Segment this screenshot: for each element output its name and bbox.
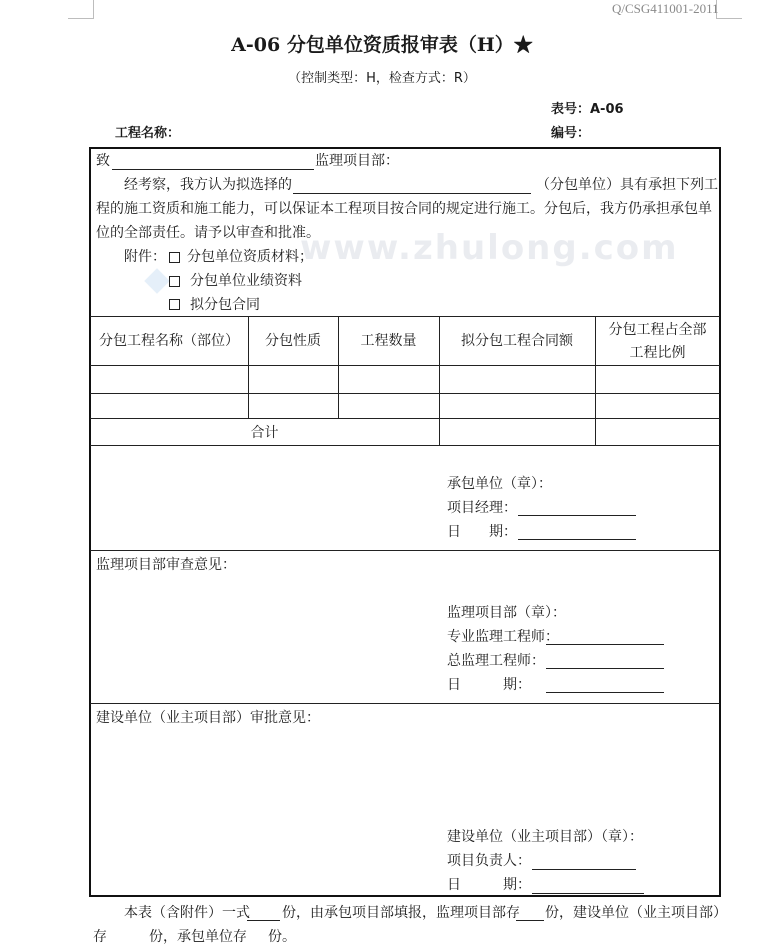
copies-total-field[interactable]: [247, 920, 280, 921]
section-divider: [90, 703, 720, 704]
owner-date-label: 日 期：: [447, 877, 531, 893]
subcontractor-name-field[interactable]: [293, 193, 531, 194]
owner-person-field[interactable]: [532, 869, 636, 870]
supervisor-date-field[interactable]: [546, 692, 664, 693]
supervisor-name-field[interactable]: [112, 169, 314, 170]
supervisor-dept-label: 监理项目部：: [315, 153, 399, 169]
page-title: A-06 分包单位资质报审表（H）★: [231, 34, 533, 56]
footer-note-a: 本表（含附件）一式: [124, 905, 250, 921]
contractor-date-field[interactable]: [518, 539, 636, 540]
attachment-checkbox[interactable]: [169, 299, 180, 310]
table-divider: [90, 445, 720, 446]
footer-note-c: 份，建设单位（业主项目部）: [545, 905, 727, 921]
attachment-item: 分包单位资质材料；: [187, 249, 313, 265]
project-manager-label: 项目经理：: [447, 500, 517, 516]
footer-note-e: 份，承包单位存: [149, 929, 247, 945]
footer-note-f: 份。: [268, 929, 296, 945]
project-manager-field[interactable]: [518, 515, 636, 516]
attachments-label: 附件：: [124, 249, 166, 265]
table-header: 工程比例: [629, 345, 686, 361]
crop-mark-top-right: [716, 18, 742, 19]
watermark: www.zhulong.com: [300, 228, 679, 268]
body-text-line-1b: （分包单位）具有承担下列工: [536, 177, 718, 193]
specialist-engineer-field[interactable]: [546, 644, 664, 645]
table-divider: [90, 418, 720, 419]
footer-note-d: 存: [93, 929, 107, 945]
attachment-item: 分包单位业绩资料: [190, 273, 302, 289]
table-divider: [90, 393, 720, 394]
owner-date-field[interactable]: [532, 893, 644, 894]
to-label: 致: [96, 153, 110, 169]
document-code: Q/CSG411001-2011: [612, 1, 719, 16]
serial-number-label: 编号：: [551, 126, 591, 141]
table-header: 拟分包工程合同额: [461, 333, 573, 349]
table-divider: [90, 365, 720, 366]
table-header: 分包工程占全部: [608, 322, 707, 338]
owner-opinion-label: 建设单位（业主项目部）审批意见：: [96, 710, 320, 726]
owner-person-label: 项目负责人：: [447, 853, 531, 869]
chief-engineer-field[interactable]: [546, 668, 664, 669]
table-total-label: 合计: [250, 425, 279, 441]
attachment-item: 拟分包合同: [190, 297, 260, 313]
table-header: 分包工程名称（部位）: [99, 333, 239, 349]
section-divider: [90, 550, 720, 551]
owner-unit-label: 建设单位（业主项目部）（章）：: [447, 829, 643, 845]
supervisor-opinion-label: 监理项目部审查意见：: [96, 557, 236, 573]
chief-engineer-label: 总监理工程师：: [447, 653, 545, 669]
contractor-date-label: 日 期：: [447, 524, 517, 540]
supervisor-date-label: 日 期：: [447, 677, 531, 693]
footer-note-b: 份，由承包项目部填报，监理项目部存: [282, 905, 520, 921]
form-frame: [89, 147, 721, 897]
attachment-checkbox[interactable]: [169, 276, 180, 287]
table-header: 工程数量: [360, 333, 417, 349]
table-number: 表号：A-06: [551, 102, 624, 117]
page-subtitle: （控制类型：H，检查方式：R）: [288, 71, 476, 86]
supervisor-dept-seal-label: 监理项目部（章）：: [447, 605, 566, 621]
specialist-engineer-label: 专业监理工程师：: [447, 629, 559, 645]
copies-supervisor-field[interactable]: [516, 920, 544, 921]
attachment-checkbox[interactable]: [169, 252, 180, 263]
table-header: 分包性质: [265, 333, 321, 349]
project-name-label: 工程名称：: [115, 126, 181, 141]
body-text-line-1a: 经考察，我方认为拟选择的: [124, 177, 292, 193]
body-text-line-2: 程的施工资质和施工能力，可以保证本工程项目按合同的规定进行施工。分包后，我方仍承担承包单: [96, 201, 712, 217]
crop-mark-top-left: [68, 18, 94, 19]
contractor-unit-label: 承包单位（章）：: [447, 476, 552, 492]
crop-mark-top-left: [93, 0, 94, 18]
body-text-line-3: 位的全部责任。请予以审查和批准。: [96, 225, 320, 241]
table-divider: [90, 316, 720, 317]
